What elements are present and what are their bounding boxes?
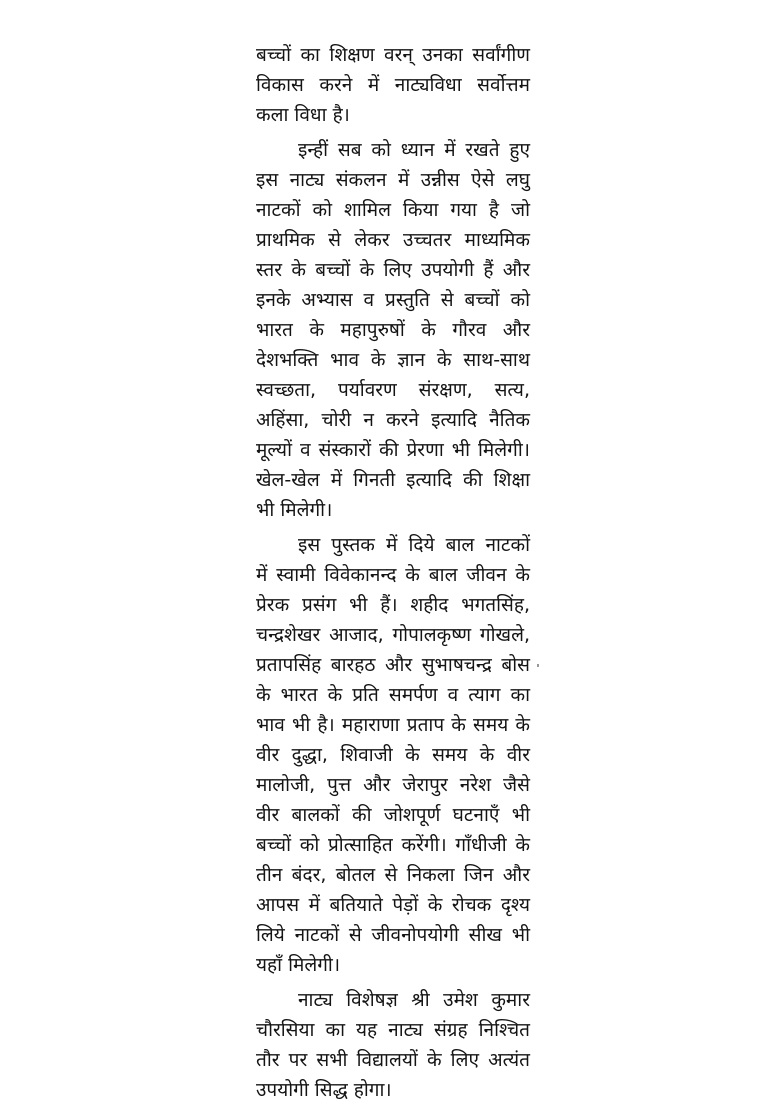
text-line: लिये नाटकों से जीवनोपयोगी सीख भी xyxy=(256,924,530,946)
text-line: इस पुस्तक में दिये बाल नाटकों xyxy=(298,534,530,556)
text-line: नाट्य विशेषज्ञ श्री उमेश कुमार xyxy=(298,989,530,1011)
text-line: मूल्यों व संस्कारों की प्रेरणा भी मिलेगी। xyxy=(256,439,530,461)
text-line: नाटकों को शामिल किया गया है जो xyxy=(256,199,530,221)
text-line: के भारत के प्रति समर्पण व त्याग का xyxy=(256,684,530,706)
paragraph-2 xyxy=(256,135,530,525)
text-line: वीर दुद्धा, शिवाजी के समय के वीर xyxy=(256,744,530,766)
text-line: में स्वामी विवेकानन्द के बाल जीवन के xyxy=(256,564,530,586)
text-line: बच्चों का शिक्षण वरन् उनका सर्वांगीण xyxy=(256,44,530,66)
text-line: इनके अभ्यास व प्रस्तुति से बच्चों को xyxy=(256,289,530,311)
text-line: प्राथमिक से लेकर उच्चतर माध्यमिक xyxy=(256,229,530,251)
text-line: वीर बालकों की जोशपूर्ण घटनाएँ भी xyxy=(256,804,530,826)
text-line: प्रेरक प्रसंग भी हैं। शहीद भगतसिंह, xyxy=(256,594,530,616)
text-line: चन्द्रशेखर आजाद, गोपालकृष्ण गोखले, xyxy=(256,624,530,646)
text-line: भाव भी है। महाराणा प्रताप के समय के xyxy=(256,714,530,736)
text-line: मालोजी, पुत्त और जेरापुर नरेश जैसे xyxy=(256,774,530,796)
text-line: स्वच्छता, पर्यावरण संरक्षण, सत्य, xyxy=(256,379,530,401)
text-line: चौरसिया का यह नाट्य संग्रह निश्चित xyxy=(256,1019,530,1041)
paragraph-1 xyxy=(256,40,530,130)
text-line: उपयोगी सिद्ध होगा। xyxy=(256,1079,392,1101)
scan-speck xyxy=(537,664,539,667)
text-line: अहिंसा, चोरी न करने इत्यादि नैतिक xyxy=(256,409,530,431)
text-line: आपस में बतियाते पेड़ों के रोचक दृश्य xyxy=(256,894,530,916)
text-line: देशभक्ति भाव के ज्ञान के साथ-साथ xyxy=(256,349,530,371)
text-line: भी मिलेगी। xyxy=(256,499,333,521)
paragraph-3 xyxy=(256,530,530,980)
text-line: तौर पर सभी विद्यालयों के लिए अत्यंत xyxy=(256,1049,530,1071)
text-column xyxy=(256,40,530,1105)
text-line: स्तर के बच्चों के लिए उपयोगी हैं और xyxy=(256,259,530,281)
text-line: प्रतापसिंह बारहठ और सुभाषचन्द्र बोस xyxy=(256,654,530,676)
text-line: इन्हीं सब को ध्यान में रखते हुए xyxy=(298,139,530,161)
text-line: खेल-खेल में गिनती इत्यादि की शिक्षा xyxy=(256,469,530,491)
text-line: इस नाट्य संकलन में उन्नीस ऐसे लघु xyxy=(256,169,530,191)
text-line: कला विधा है। xyxy=(256,104,350,126)
text-line: यहाँ मिलेगी। xyxy=(256,954,341,976)
text-line: बच्चों को प्रोत्साहित करेंगी। गाँधीजी के xyxy=(256,834,530,856)
paragraph-4 xyxy=(256,985,530,1105)
text-line: तीन बंदर, बोतल से निकला जिन और xyxy=(256,864,530,886)
text-line: विकास करने में नाट्यविधा सर्वोत्तम xyxy=(256,74,530,96)
text-line: भारत के महापुरुषों के गौरव और xyxy=(256,319,530,341)
